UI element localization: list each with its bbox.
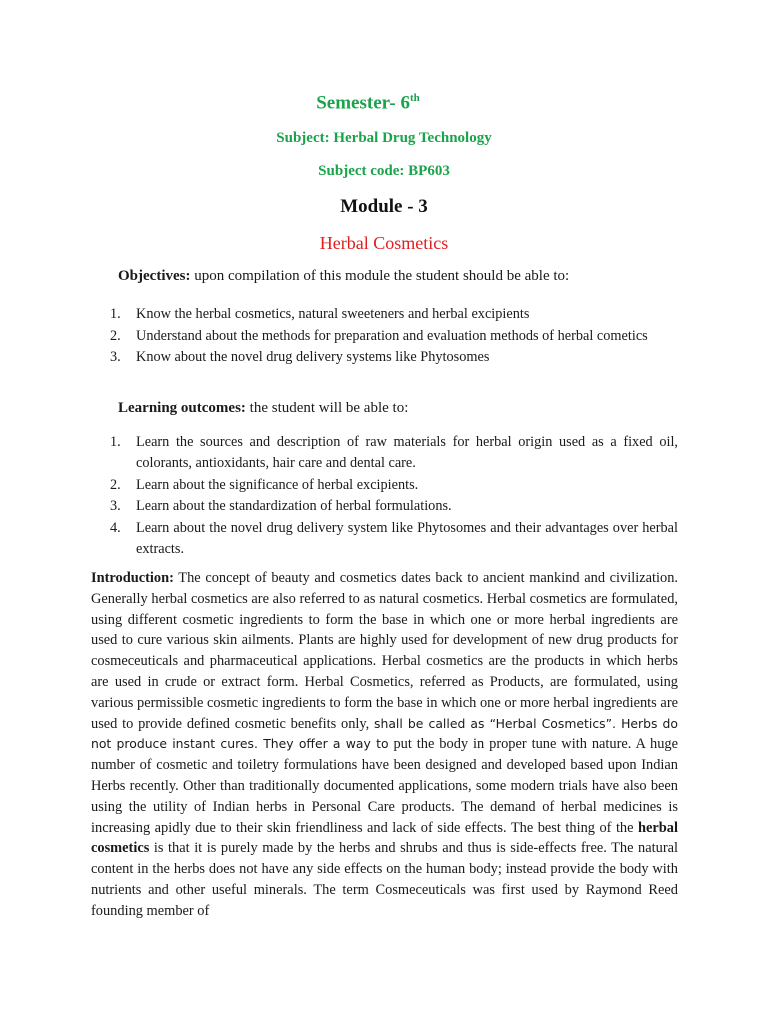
page-title: Herbal Cosmetics <box>319 233 449 253</box>
learning-outcomes-list <box>110 432 678 560</box>
intro-text-3: is that it is purely made by the herbs and shrubs and thus is side-effects free. The natural content in the herbs does not have any side effects on the human body; instead provide the body with nutrients and other useful minerals. The term Cosmeceuticals was first used by Raymond Reed founding member of <box>91 840 678 919</box>
list-item: 3. Know about the novel drug delivery systems like Phytosomes <box>110 349 490 365</box>
intro-text-2: put the body in proper tune with nature. A huge number of cosmetic and toiletry formulations have been designed and developed based upon Indian Herbs recently. Other than traditionally documented applications, some modern trials have also been using the utility of Indian herbs in Personal Care products. The demand of herbal medicines is increasing apidly due to their skin friendliness and lack of side effects. The best thing of the <box>91 736 678 836</box>
intro-text-sans: shall be called as “Herbal Cosmetics”. Herbs do not produce instant cures. They offer a way to <box>91 715 678 752</box>
objectives-heading <box>118 268 569 285</box>
objectives-label: Objectives: <box>118 268 191 284</box>
learning-outcomes-text: the student will be able to: <box>245 400 409 416</box>
list-item: 4. Learn about the novel drug delivery system like Phytosomes and their advantages over herbal extracts. <box>110 519 678 557</box>
list-item: 2. Understand about the methods for preparation and evaluation methods of herbal cometics <box>110 327 648 344</box>
intro-text-1: The concept of beauty and cosmetics dates back to ancient mankind and civilization. Generally herbal cosmetics are also referred to as natural cosmetics. Herbal cosmetics are formulated, using different cosmetic ingredients to form the base in which one or more herbal ingredients are used to cure various skin ailments. Plants are highly used for development of new drug products for cosmeceuticals and pharmaceutical applications. Herbal cosmetics are the products in which herbs are used in crude or extract form. Herbal Cosmetics, referred as Products, are formulated, using various permissible cosmetic ingredients to form the base in which one or more herbal ingredients are used to provide defined cosmetic benefits only, <box>91 570 678 732</box>
intro-bold-term: herbal cosmetics <box>91 819 678 857</box>
learning-outcomes-heading <box>118 400 408 417</box>
subject-line: Subject: Herbal Drug Technology <box>276 130 492 146</box>
learning-outcomes-label: Learning outcomes: <box>118 400 246 416</box>
module-heading: Module - 3 <box>340 196 428 217</box>
introduction-paragraph <box>91 568 678 922</box>
semester-superscript: th <box>409 92 420 104</box>
introduction-label: Introduction: <box>91 570 174 586</box>
list-item: 3. Learn about the standardization of herbal formulations. <box>110 498 452 514</box>
subject-code-line: Subject code: BP603 <box>318 163 450 179</box>
objectives-text: upon compilation of this module the student should be able to: <box>190 268 570 284</box>
objectives-list <box>110 304 678 369</box>
list-item: 2. Learn about the significance of herbal excipients. <box>110 476 419 493</box>
list-item: 1. Know the herbal cosmetics, natural sweeteners and herbal excipients <box>110 306 530 322</box>
semester-heading: Semester- 6th <box>316 92 420 114</box>
list-item: 1. Learn the sources and description of raw materials for herbal origin used as a fixed oil, colorants, antioxidants, hair care and dental care. <box>110 434 678 471</box>
